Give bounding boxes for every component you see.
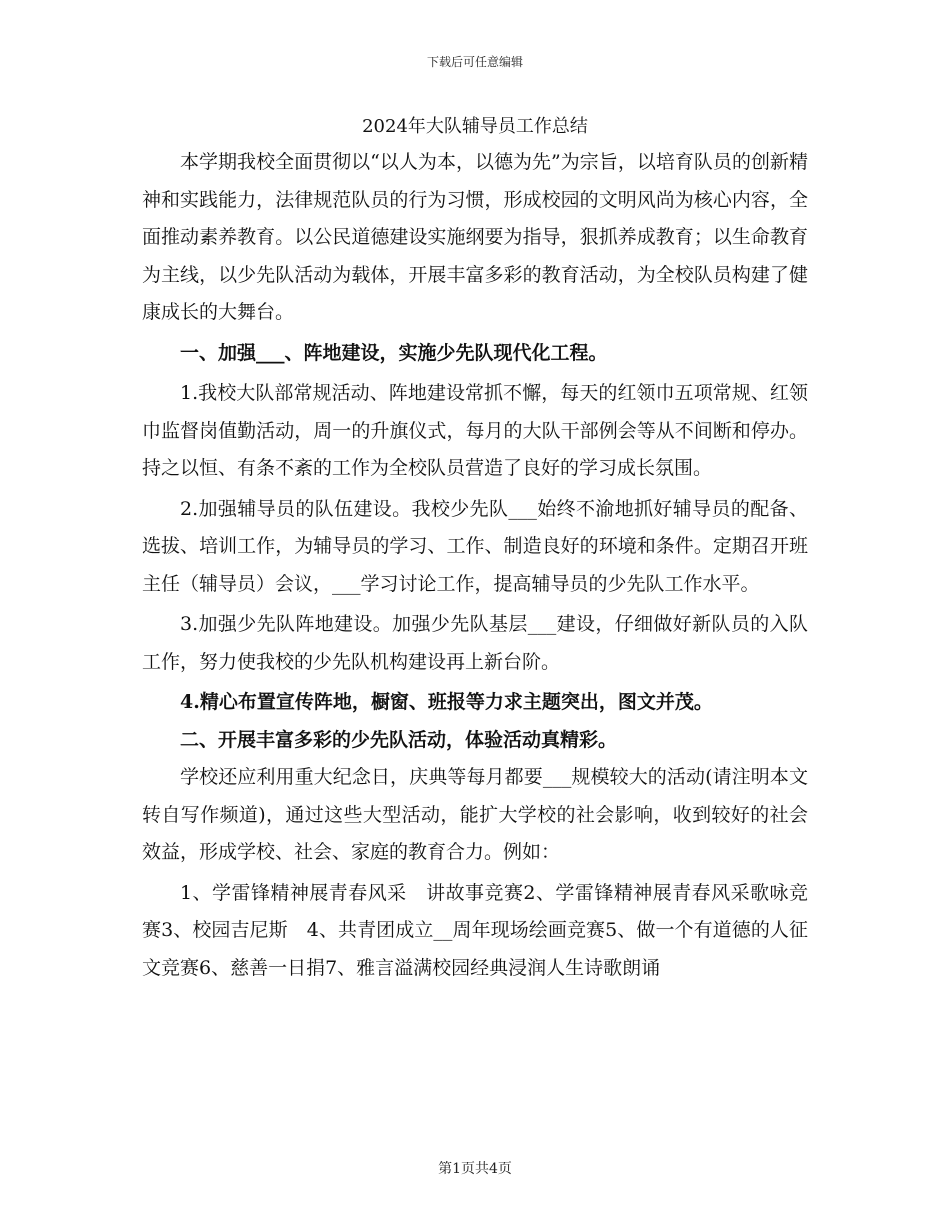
document-body	[142, 112, 808, 1006]
section-heading-1: 一、加强___、阵地建设，实施少先队现代化工程。	[180, 341, 608, 364]
item-paragraph-3: 3.加强少先队阵地建设。加强少先队基层___建设，仔细做好新队员的入队工作，努力使我校的少先队机构建设再上新台阶。	[142, 613, 808, 673]
activities-paragraph: 学校还应利用重大纪念日，庆典等每月都要___规模较大的活动(请注明本文转自写作频道)，通过这些大型活动，能扩大学校的社会影响，收到较好的社会效益，形成学校、社会、家庭的教育合力。例如：	[142, 766, 808, 863]
document-title: 2024年大队辅导员工作总结	[362, 116, 588, 137]
item-paragraph-2: 2.加强辅导员的队伍建设。我校少先队___始终不渝地抓好辅导员的配备、选拔、培训工作，为辅导员的学习、工作、制造良好的环境和条件。定期召开班主任（辅导员）会议，___学习讨论工作，提高辅导员的少先队工作水平。	[142, 497, 808, 595]
section-heading-2: 二、开展丰富多彩的少先队活动，体验活动真精彩。	[180, 728, 618, 751]
item-paragraph-4: 4.精心布置宣传阵地，橱窗、班报等力求主题突出，图文并茂。	[180, 691, 713, 713]
intro-paragraph: 本学期我校全面贯彻以“以人为本，以德为先”为宗旨，以培育队员的创新精神和实践能力，法律规范队员的行为习惯，形成校园的文明风尚为核心内容，全面推动素养教育。以公民道德建设实施纲要为指导，狠抓养成教育；以生命教育为主线，以少先队活动为载体，开展丰富多彩的教育活动，为全校队员构建了健康成长的大舞台。	[142, 151, 808, 323]
page-header-note: 下载后可任意编辑	[426, 55, 523, 69]
activity-list: 1、学雷锋精神展青春风采 讲故事竞赛2、学雷锋精神展青春风采歌咏竞赛3、校园吉尼斯 4、共青团成立__周年现场绘画竞赛5、做一个有道德的人征文竞赛6、慈善一日捐7、雅言溢满校园经典浸润人生诗歌朗诵	[142, 881, 808, 979]
page-number: 第1页共4页	[438, 1161, 512, 1177]
item-paragraph-1: 1.我校大队部常规活动、阵地建设常抓不懈，每天的红领巾五项常规、红领巾监督岗值勤活动，周一的升旗仪式，每月的大队干部例会等从不间断和停办。持之以恒、有条不紊的工作为全校队员营造了良好的学习成长氛围。	[142, 382, 808, 479]
